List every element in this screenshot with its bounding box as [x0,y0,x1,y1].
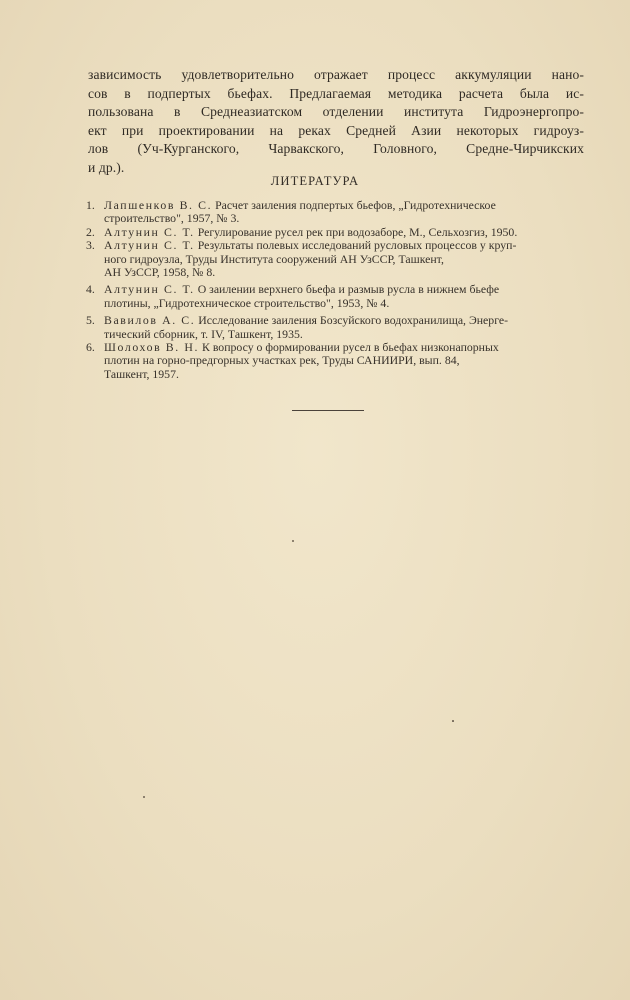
reference-text: плотин на горно-предгорных участках рек, Труды САНИИРИ, вып. 84, [104,353,460,368]
reference-number: 2. [86,224,95,239]
intro-line: сов в подпертых бьефах. Предлагаемая методика расчета была ис- [88,85,584,101]
reference-item [86,199,586,226]
reference-text: О заилении верхнего бьефа и размыв русла в нижнем бьефе [197,282,500,297]
reference-text: Ташкент, 1957. [104,366,179,381]
reference-text: Расчет заиления подпертых бьефов, „Гидротехническое [215,198,496,212]
reference-item [86,239,586,279]
reference-number: 4. [86,282,95,297]
intro-line: ект при проектировании на реках Средней Азии некоторых гидроуз- [88,122,584,138]
reference-author: Шолохов В. Н. [104,339,200,354]
reference-item [86,314,586,341]
intro-line: зависимость удовлетворительно отражает процесс аккумуляции нано- [88,67,584,82]
reference-author: Алтунин С. Т. [104,224,195,239]
reference-text: строительство", 1957, № 3. [104,211,240,226]
reference-text: плотины, „Гидротехническое строительство", 1953, № 4. [104,295,390,310]
paper-speck [292,540,294,542]
reference-text: К вопросу о формировании русел в бьефах низконапорных [202,339,499,354]
reference-text: Регулирование русел рек при водозаборе, М., Сельхозгиз, 1950. [197,224,518,239]
section-divider [292,410,364,411]
intro-line: лов (Уч-Курганского, Чарвакского, Головного, Средне-Чирчикских [88,141,584,157]
reference-item [86,226,586,239]
reference-number: 6. [86,339,95,354]
reference-text: Исследование заиления Бозсуйского водохранилища, Энерге- [198,313,509,328]
paper-speck [452,720,454,722]
intro-line: пользована в Среднеазиатском отделении института Гидроэнергопро- [88,104,584,120]
reference-text: Результаты полевых исследований русловых процессов у круп- [197,238,517,253]
reference-list [86,199,586,381]
reference-number: 1. [86,198,95,212]
literature-heading: ЛИТЕРАТУРА [270,174,360,188]
intro-line: и др.). [88,159,125,175]
reference-item [86,341,586,381]
reference-author: Алтунин С. Т. [104,282,195,297]
reference-text: АН УзССР, 1958, № 8. [104,264,216,279]
reference-author: Вавилов А. С. [104,313,196,328]
reference-text: тический сборник, т. IV, Ташкент, 1935. [104,326,303,341]
reference-number: 3. [86,238,95,253]
reference-author: Алтунин С. Т. [104,238,195,253]
reference-number: 5. [86,313,95,328]
reference-author: Лапшенков В. С. [104,198,213,212]
paper-speck [143,796,145,798]
intro-paragraph [88,66,584,178]
reference-text: ного гидроузла, Труды Института сооружений АН УзССР, Ташкент, [104,251,444,266]
reference-item [86,283,586,310]
